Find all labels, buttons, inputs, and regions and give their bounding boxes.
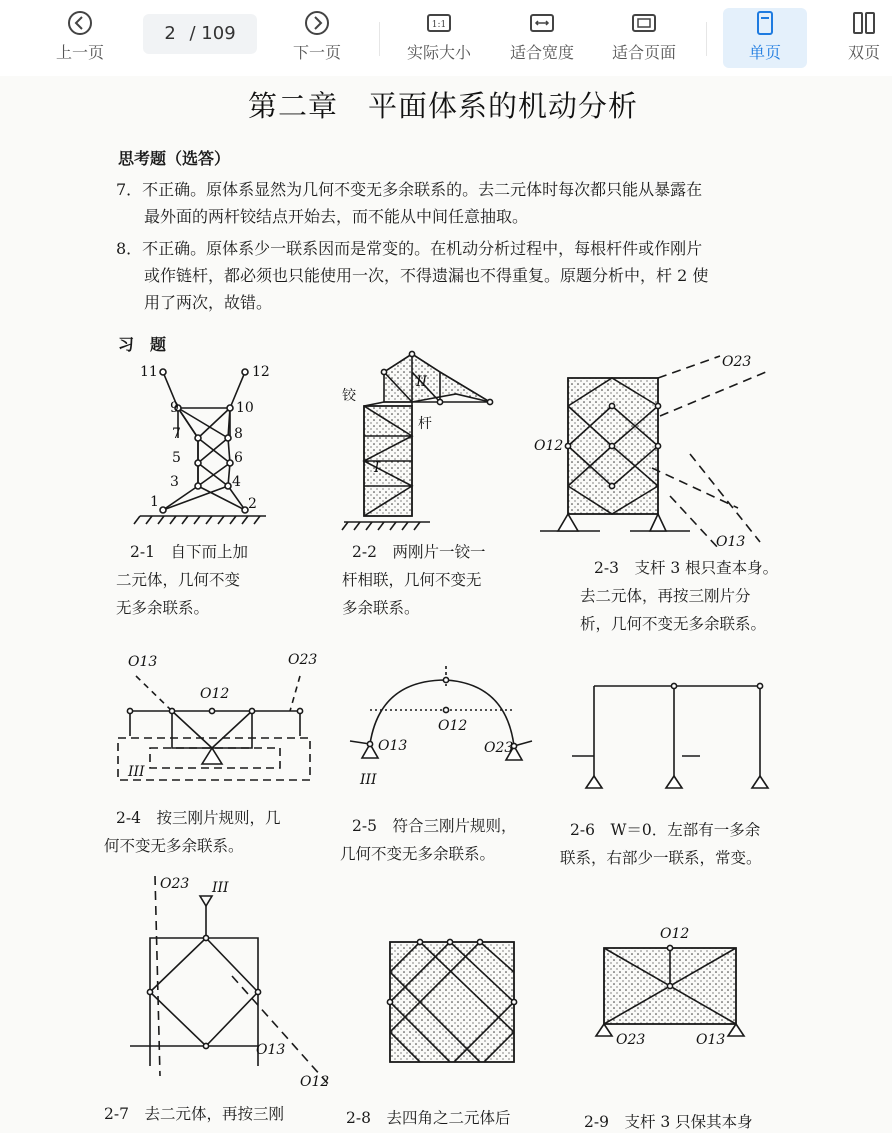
pole-O13-2-4: O13 (128, 654, 158, 670)
actual-size-button[interactable] (398, 8, 480, 68)
node-label-8: 8 (234, 426, 243, 442)
rigid-label-III-2-5: III (360, 772, 377, 788)
caption-2-5-line-2: 几何不变无多余联系。 (340, 845, 496, 863)
caption-2-6-line-2: 联系，右部少一联系，常变。 (560, 849, 762, 867)
pole-O23-2-5: O23 (484, 740, 514, 756)
single-page-label: 单页 (748, 43, 781, 62)
rigid-label-I: I (374, 460, 380, 476)
pole-O12-2-9: O12 (660, 926, 690, 942)
caption-2-7-line-1: 2-7 去二元体，再按三刚 (104, 1105, 284, 1123)
double-page-icon (849, 8, 879, 38)
fit-page-icon (629, 8, 659, 38)
node-label-2: 2 (248, 496, 257, 512)
pole-O23-2-3: O23 (722, 354, 752, 370)
caption-2-4-line-2: 何不变无多余联系。 (104, 837, 244, 855)
figure-2-3 (540, 356, 766, 550)
prev-page-label: 上一页 (55, 43, 104, 62)
total-pages: / 109 (189, 23, 236, 44)
figure-2-9 (596, 945, 744, 1036)
pole-O12-2-7: O12 (300, 1074, 330, 1090)
pole-O13-2-7: O13 (256, 1042, 286, 1058)
node-label-6: 6 (234, 450, 243, 466)
double-page-button[interactable] (836, 8, 892, 68)
toolbar-divider (379, 22, 380, 56)
caption-2-3-line-1: 2-3 支杆 3 根只查本身。 (594, 559, 779, 577)
caption-2-8-line-1: 2-8 去四角之二元体后 (346, 1109, 511, 1127)
page-number-field[interactable] (143, 14, 257, 54)
rigid-label-III-2-7: III (212, 880, 229, 896)
section-think-heading: 思考题（选答） (118, 149, 231, 168)
section-exercises-heading: 习 题 (118, 335, 167, 354)
node-label-5: 5 (172, 450, 181, 466)
rigid-label-II: II (416, 374, 428, 390)
node-label-1: 1 (150, 494, 159, 510)
actual-size-icon-text: 1:1 (431, 20, 447, 30)
fit-width-icon (527, 8, 557, 38)
chapter-title: 第二章 平面体系的机动分析 (248, 89, 639, 123)
caption-2-2-line-2: 杆相联，几何不变无 (342, 571, 482, 589)
pole-O12-2-3: O12 (534, 438, 564, 454)
pole-O13-2-3: O13 (716, 534, 746, 550)
chevron-left-circle-icon (65, 8, 95, 38)
node-label-10: 10 (236, 400, 254, 416)
pole-O13-2-5: O13 (378, 738, 408, 754)
next-page-label: 下一页 (292, 43, 341, 62)
caption-2-1-line-2: 二元体，几何不变 (116, 571, 241, 589)
answer-7-line-2: 最外面的两杆铰结点开始去，而不能从中间任意抽取。 (144, 207, 529, 226)
pole-O23-2-7: O23 (160, 876, 190, 892)
caption-2-4-line-1: 2-4 按三刚片规则，几 (116, 809, 281, 827)
caption-2-1-line-3: 无多余联系。 (116, 599, 210, 617)
answer-8-line-1: 8．不正确。原体系少一联系因而是常变的。在机动分析过程中，每根杆件或作刚片 (116, 239, 703, 258)
answer-8-line-2: 或作链杆，都必须也只能使用一次，不得遗漏也不得重复。原题分析中，杆 2 使 (144, 266, 709, 285)
chevron-right-circle-icon (302, 8, 332, 38)
single-page-icon (750, 8, 780, 38)
fit-width-label: 适合宽度 (509, 43, 574, 62)
toolbar-divider (706, 22, 707, 56)
caption-2-3-line-3: 析，几何不变无多余联系。 (580, 615, 767, 633)
double-page-label: 双页 (847, 43, 880, 62)
pole-O23-2-4: O23 (288, 652, 318, 668)
caption-2-9-line-1: 2-9 支杆 3 只保其本身 (584, 1113, 753, 1131)
actual-size-label: 实际大小 (406, 43, 471, 62)
node-label-9: 9 (170, 400, 179, 416)
figure-2-7 (130, 876, 330, 1086)
node-label-4: 4 (232, 474, 241, 490)
current-page[interactable]: 2 (164, 23, 176, 44)
node-label-3: 3 (170, 474, 179, 490)
caption-2-3-line-2: 去二元体，再按三刚片分 (580, 587, 751, 605)
label-hinge: 铰 (342, 388, 356, 404)
actual-size-icon (424, 8, 454, 38)
answer-7-line-1: 7．不正确。原体系显然为几何不变无多余联系的。去二元体时每次都只能从暴露在 (116, 180, 703, 199)
document-page (0, 76, 892, 1133)
node-label-7: 7 (172, 426, 181, 442)
fit-page-label: 适合页面 (611, 43, 676, 62)
figure-2-6 (572, 683, 768, 788)
caption-2-6-line-1: 2-6 W＝0．左部有一多余 (570, 821, 761, 839)
caption-2-2-line-1: 2-2 两刚片一铰一 (352, 543, 486, 561)
pdf-toolbar (0, 0, 892, 76)
caption-2-5-line-1: 2-5 符合三刚片规则， (352, 817, 517, 835)
pole-O23-2-9: O23 (616, 1032, 646, 1048)
caption-2-2-line-3: 多余联系。 (342, 599, 420, 617)
single-page-button[interactable] (723, 8, 807, 68)
pole-O13-2-9: O13 (696, 1032, 726, 1048)
label-bar: 杆 (418, 416, 432, 432)
node-label-12: 12 (252, 364, 270, 380)
rigid-label-III-2-4: III (128, 764, 145, 780)
answer-8-line-3: 用了两次，故错。 (144, 293, 273, 312)
figure-2-8 (387, 939, 516, 1062)
caption-2-1-line-1: 2-1 自下而上加 (130, 543, 248, 561)
next-page-button[interactable] (281, 8, 353, 68)
pole-O12-2-4: O12 (200, 686, 230, 702)
fit-width-button[interactable] (502, 8, 582, 68)
fit-page-button[interactable] (604, 8, 684, 68)
pole-O12-2-5: O12 (438, 718, 468, 734)
node-label-11: 11 (140, 364, 158, 380)
prev-page-button[interactable] (44, 8, 116, 68)
